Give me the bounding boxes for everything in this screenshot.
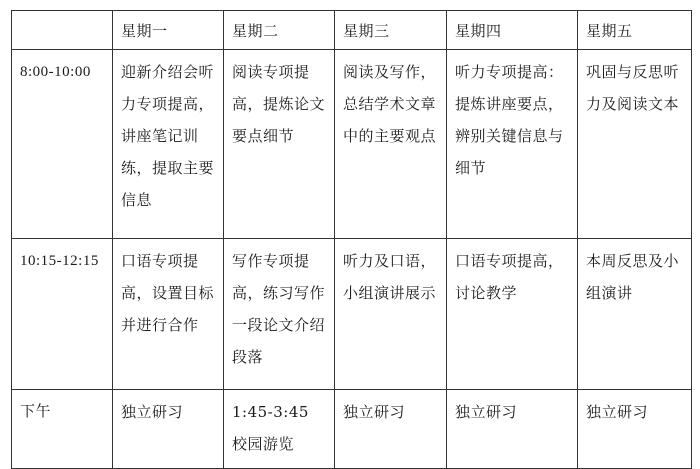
schedule-cell: 听力及口语，小组演讲展示 — [335, 239, 447, 390]
schedule-cell: 独立研习 — [447, 390, 578, 469]
header-friday: 星期五 — [578, 11, 692, 50]
time-slot-cell: 8:00-10:00 — [12, 50, 113, 239]
schedule-cell: 口语专项提高，设置目标并进行合作 — [113, 239, 224, 390]
schedule-cell: 1:45-3:45 校园游览 — [224, 390, 335, 469]
schedule-cell: 阅读专项提高，提炼论文要点细节 — [224, 50, 335, 239]
header-wednesday: 星期三 — [335, 11, 447, 50]
schedule-cell: 独立研习 — [113, 390, 224, 469]
schedule-cell: 独立研习 — [335, 390, 447, 469]
header-thursday: 星期四 — [447, 11, 578, 50]
time-slot-cell: 下午 — [12, 390, 113, 469]
schedule-table — [11, 10, 692, 469]
header-tuesday: 星期二 — [224, 11, 335, 50]
header-corner — [12, 11, 113, 50]
table-row — [12, 50, 692, 239]
schedule-cell: 口语专项提高，讨论教学 — [447, 239, 578, 390]
header-row — [12, 11, 692, 50]
schedule-cell: 阅读及写作，总结学术文章中的主要观点 — [335, 50, 447, 239]
table-row — [12, 390, 692, 469]
time-slot-cell: 10:15-12:15 — [12, 239, 113, 390]
schedule-cell: 独立研习 — [578, 390, 692, 469]
schedule-cell: 巩固与反思听力及阅读文本 — [578, 50, 692, 239]
header-monday: 星期一 — [113, 11, 224, 50]
schedule-cell: 迎新介绍会听力专项提高，讲座笔记训练，提取主要信息 — [113, 50, 224, 239]
schedule-cell: 听力专项提高：提炼讲座要点，辨别关键信息与细节 — [447, 50, 578, 239]
schedule-cell: 本周反思及小组演讲 — [578, 239, 692, 390]
table-row — [12, 239, 692, 390]
schedule-cell: 写作专项提高，练习写作一段论文介绍段落 — [224, 239, 335, 390]
